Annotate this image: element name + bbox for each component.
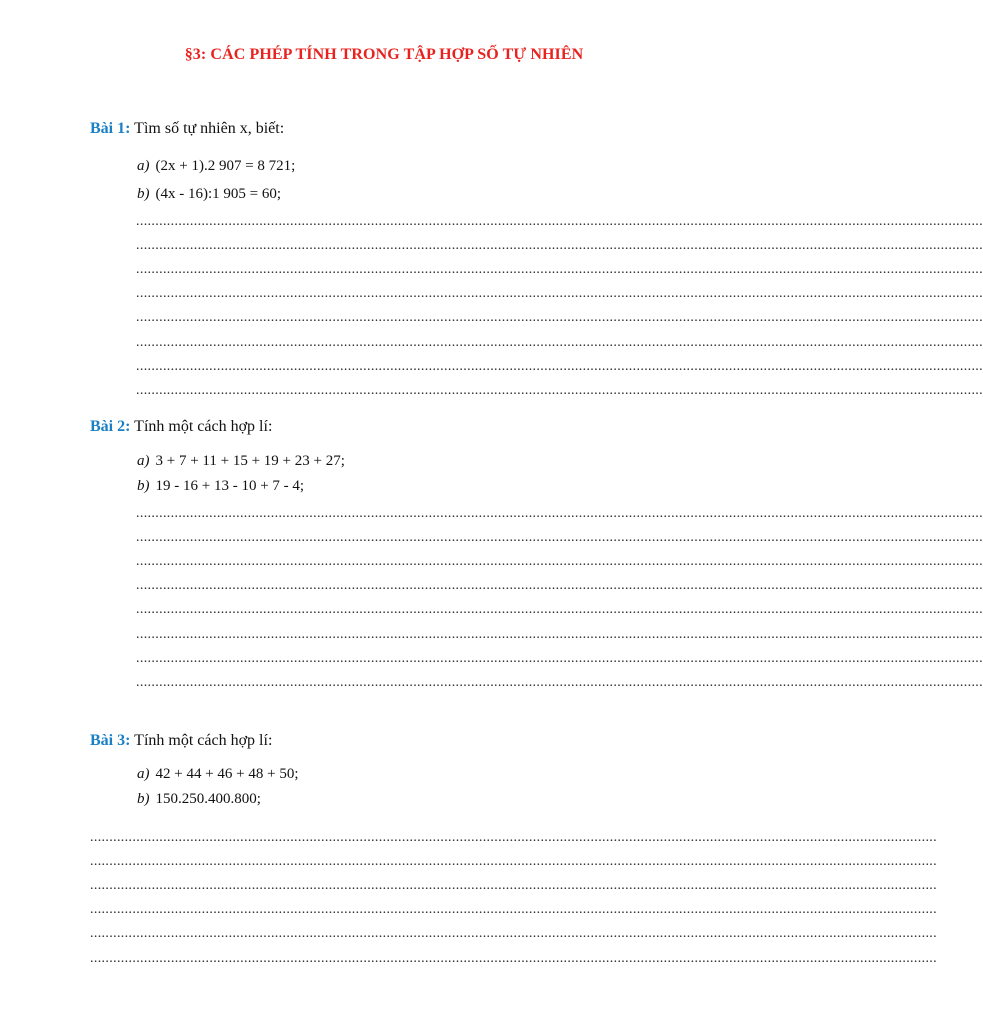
exercise-1-label: Bài 1:	[90, 120, 131, 137]
answer-line: ............................................................................................................................................................................................................................	[136, 651, 983, 666]
problem-label: b)	[137, 791, 150, 807]
problem-label: b)	[137, 478, 150, 494]
problem-expression: (4x - 16):1 905 = 60;	[155, 186, 282, 202]
answer-line: ............................................................................................................................................................................................................................	[136, 506, 983, 521]
answer-line: ............................................................................................................................................................................................................................	[136, 214, 983, 229]
problem-expression: 19 - 16 + 13 - 10 + 7 - 4;	[155, 478, 305, 494]
answer-line: ............................................................................................................................................................................................................................	[90, 951, 937, 966]
answer-line: ............................................................................................................................................................................................................................	[136, 602, 983, 617]
problem-label: b)	[137, 186, 150, 202]
exercise-3-problem-b	[137, 791, 261, 808]
answer-line: ............................................................................................................................................................................................................................	[90, 926, 937, 941]
answer-line: ............................................................................................................................................................................................................................	[90, 902, 937, 917]
problem-expression: 3 + 7 + 11 + 15 + 19 + 23 + 27;	[155, 453, 345, 469]
exercise-2-instruction: Tính một cách hợp lí:	[134, 418, 273, 435]
problem-label: a)	[137, 766, 150, 782]
exercise-1-heading	[90, 120, 284, 138]
answer-line: ............................................................................................................................................................................................................................	[136, 286, 983, 301]
exercise-3-problem-a	[137, 766, 299, 783]
exercise-3-heading	[90, 732, 272, 750]
exercise-2-heading	[90, 418, 272, 436]
exercise-1-problem-b	[137, 186, 281, 203]
answer-line: ............................................................................................................................................................................................................................	[90, 830, 937, 845]
problem-label: a)	[137, 453, 150, 469]
answer-line: ............................................................................................................................................................................................................................	[136, 578, 983, 593]
problem-expression: 42 + 44 + 46 + 48 + 50;	[155, 766, 299, 782]
exercise-3-instruction: Tính một cách hợp lí:	[134, 732, 273, 749]
answer-line: ............................................................................................................................................................................................................................	[136, 383, 983, 398]
answer-line: ............................................................................................................................................................................................................................	[136, 554, 983, 569]
problem-label: a)	[137, 158, 150, 174]
problem-expression: 150.250.400.800;	[155, 791, 261, 807]
answer-line: ............................................................................................................................................................................................................................	[136, 335, 983, 350]
answer-line: ............................................................................................................................................................................................................................	[90, 854, 937, 869]
page-title: §3: CÁC PHÉP TÍNH TRONG TẬP HỢP SỐ TỰ NHIÊN	[184, 46, 584, 63]
answer-line: ............................................................................................................................................................................................................................	[136, 359, 983, 374]
exercise-2-problem-b	[137, 478, 304, 495]
answer-line: ............................................................................................................................................................................................................................	[136, 238, 983, 253]
answer-line: ............................................................................................................................................................................................................................	[136, 675, 983, 690]
exercise-3-label: Bài 3:	[90, 732, 131, 749]
exercise-1-instruction: Tìm số tự nhiên x, biết:	[134, 120, 285, 137]
answer-line: ............................................................................................................................................................................................................................	[136, 310, 983, 325]
exercise-2-problem-a	[137, 453, 345, 470]
answer-line: ............................................................................................................................................................................................................................	[136, 627, 983, 642]
exercise-1-problem-a	[137, 158, 295, 175]
answer-line: ............................................................................................................................................................................................................................	[90, 878, 937, 893]
exercise-2-label: Bài 2:	[90, 418, 131, 435]
answer-line: ............................................................................................................................................................................................................................	[136, 530, 983, 545]
answer-line: ............................................................................................................................................................................................................................	[136, 262, 983, 277]
problem-expression: (2x + 1).2 907 = 8 721;	[155, 158, 296, 174]
